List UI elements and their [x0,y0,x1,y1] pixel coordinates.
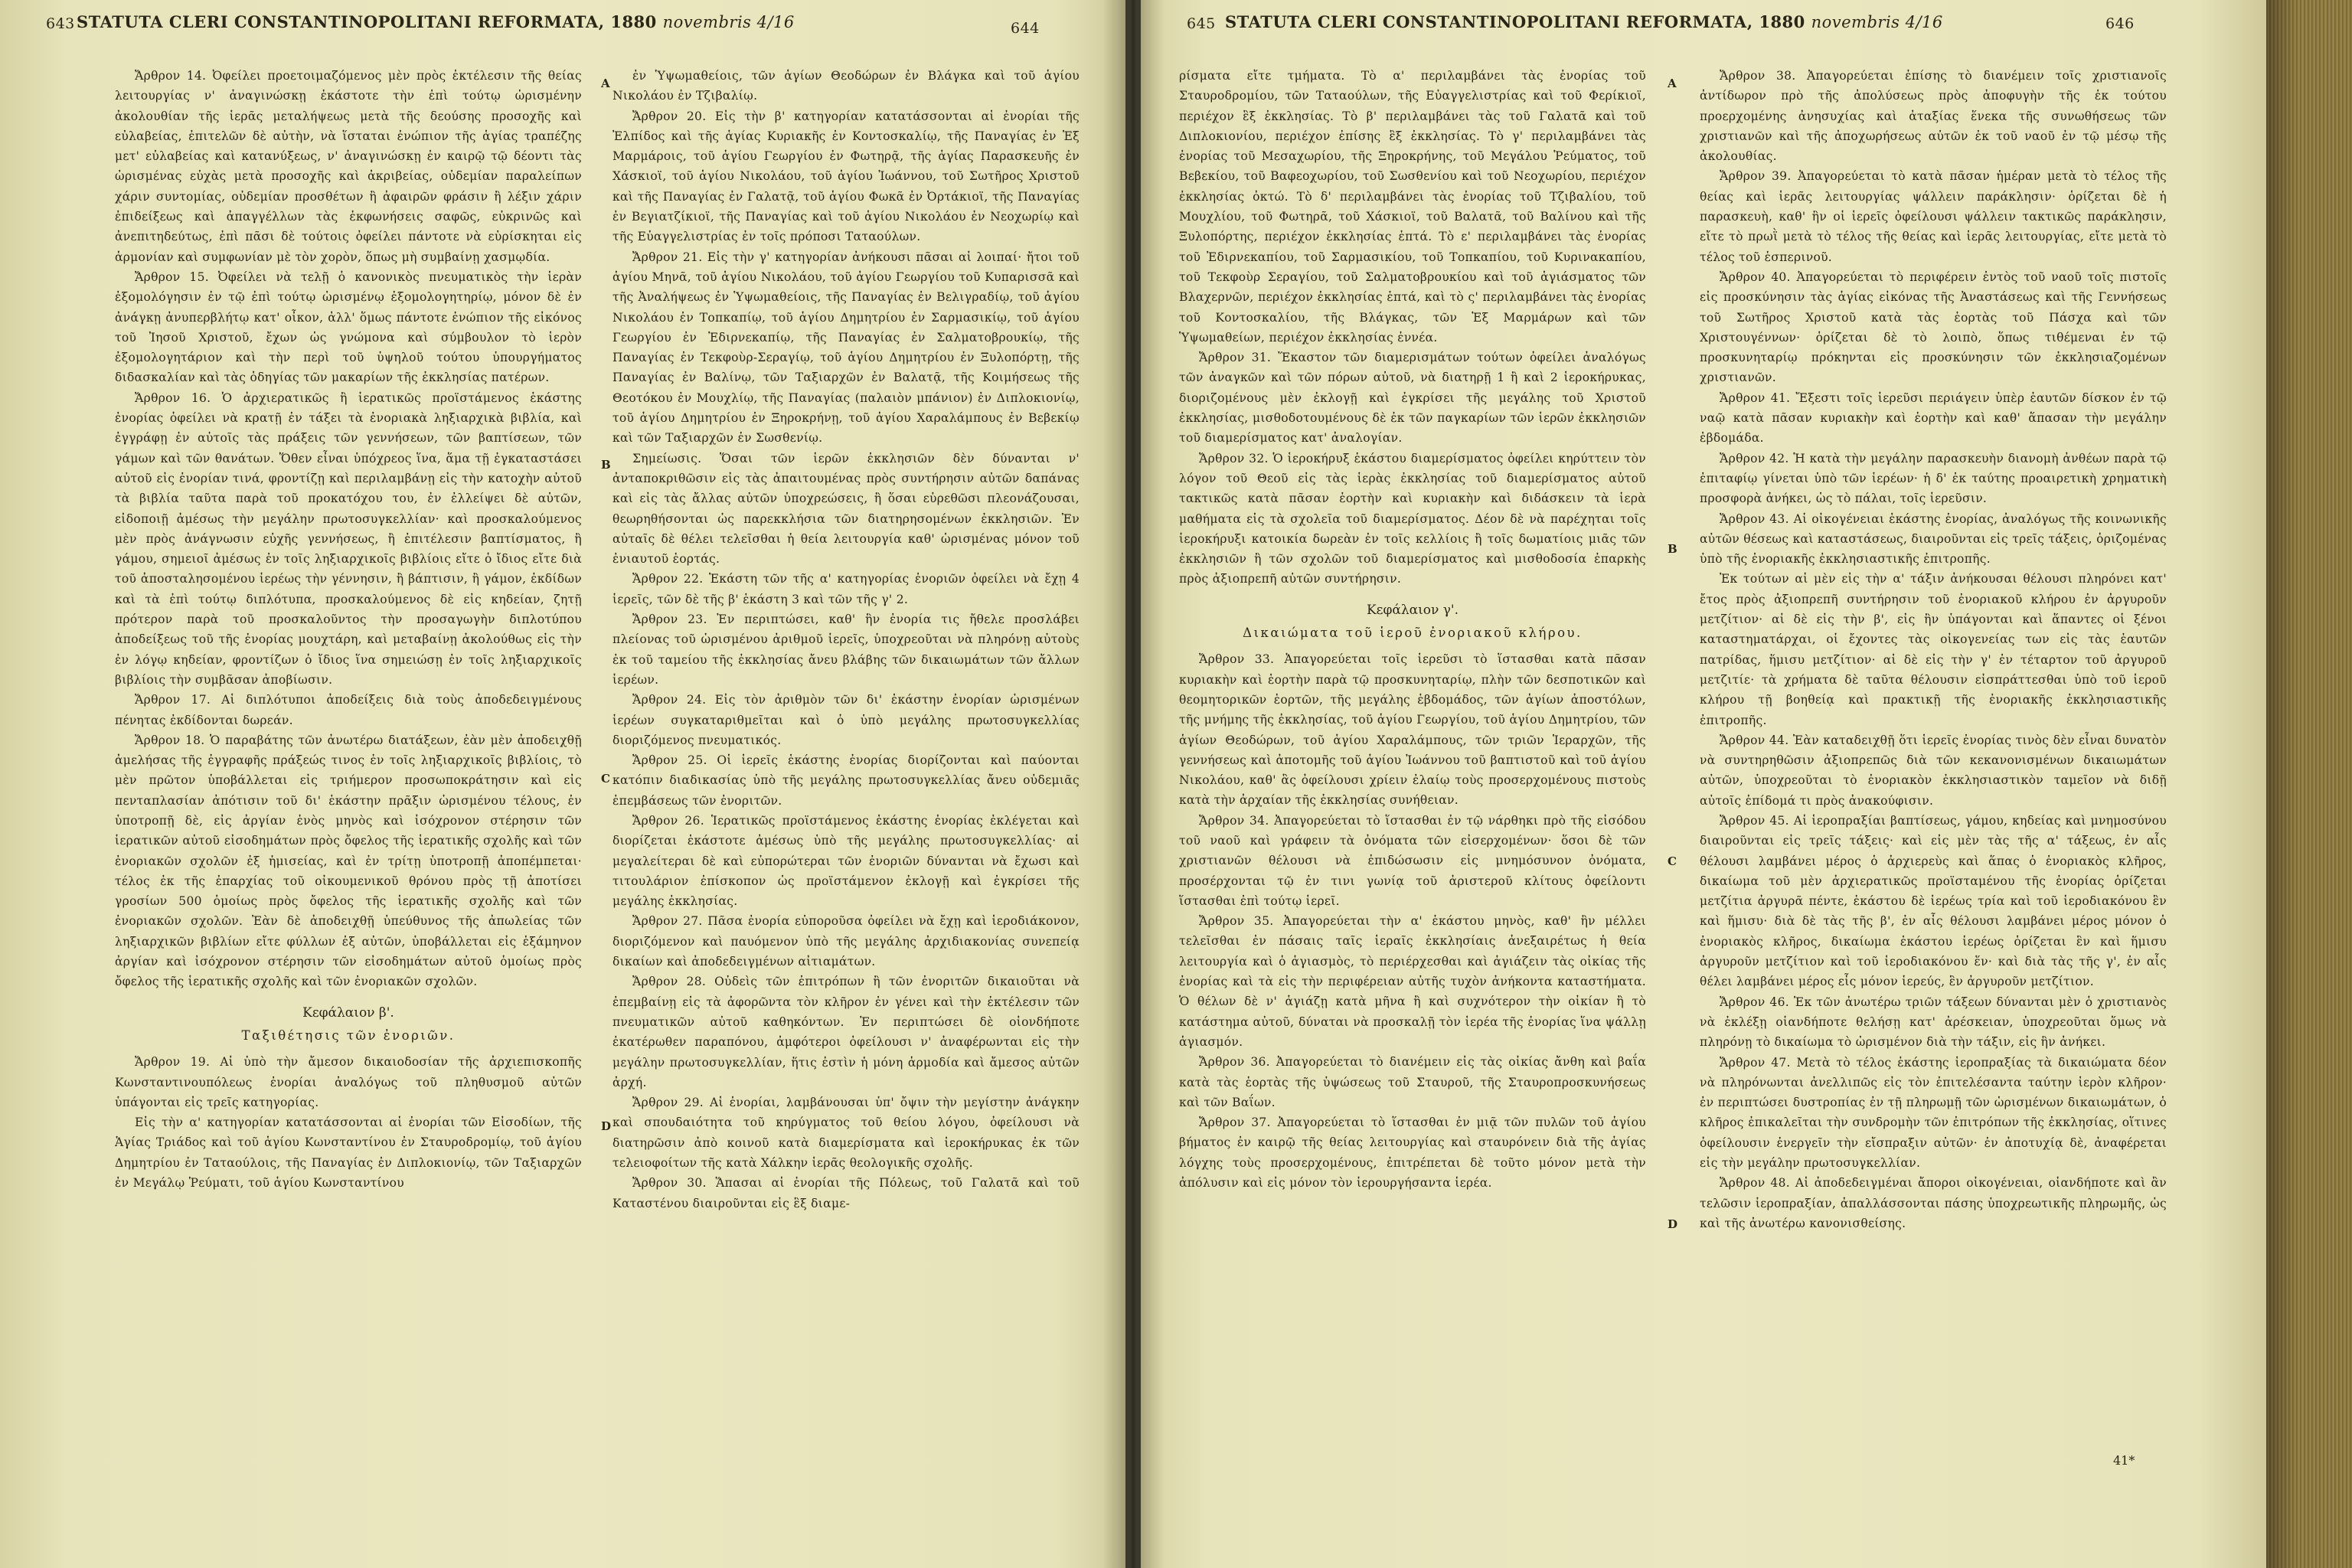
signature-mark: 41* [2113,1453,2135,1468]
chapter-subheading: Ταξιθέτησις τῶν ἐνοριῶν. [241,1027,456,1043]
article-paragraph: Ἄρθρον 47. Μετὰ τὸ τέλος ἑκάστης ἱεροπραξίας τὰ δικαιώματα δέον νὰ πληρόνωνται ἀνελλιπῶς εἰς τὸν ἐπιτελέσαντα ταύτην ἱερὸν κλῆρον· ἐν περιπτώσει δυστροπίας ἐν τῇ πληρωμῇ τῶν ὡρισμένων δικαιωμάτων, ὁ κλῆρος ἐπικαλεῖται τὴν συνδρομὴν τῶν ἐπιτρόπων τῆς ἐκκλησίας, οἵτινες ὀφείλουσιν ἐνεργεῖν τὴν εἴσπραξιν αὐτῶν· ἐν ἀποτυχίᾳ δὲ, ἀναφέρεται εἰς τὴν μεγάλην πρωτοσυγκελλίαν. [1700,1055,2167,1171]
article-paragraph: Ἄρθρον 33. Ἀπαγορεύεται τοῖς ἱερεῦσι τὸ ἵστασθαι κατὰ πᾶσαν κυριακὴν καὶ ἑορτὴν παρὰ τῷ προσκυνηταρίῳ, πλὴν τῶν δεσποτικῶν καὶ θεομητορικῶν ἑορτῶν, τῆς μεγάλης ἑβδομάδος, τῶν ἁγίων ἀποστόλων, τῆς μνήμης τῆς ἐκκλησίας, τοῦ ἁγίου Γεωργίου, τοῦ ἁγίου Δημητρίου, τῶν ἁγίων Θεοδώρων, τοῦ ἁγίου Χαραλάμπους, τῶν τριῶν Ἱεραρχῶν, τῆς γεννήσεως καὶ ἀποτομῆς τοῦ ἁγίου Ἰωάννου τοῦ βαπτιστοῦ καὶ τοῦ ἁγίου Νικολάου, καθ' ἃς ὀφείλουσι χρίειν ἐλαίῳ τοὺς προσερχομένους πιστοὺς κατὰ τὴν ἀρχαίαν τῆς ἐκκλησίας συνήθειαν. [1179,652,1646,808]
article-paragraph: Ἄρθρον 21. Εἰς τὴν γ' κατηγορίαν ἀνήκουσι πᾶσαι αἱ λοιπαί· ἤτοι τοῦ ἁγίου Μηνᾶ, τοῦ ἁγίου Νικολάου, τοῦ ἁγίου Γεωργίου τοῦ Κυπαρισσᾶ καὶ τῆς Ἀναλήψεως ἐν Ὑψωμαθείοις, τῆς Παναγίας ἐν Βελιγραδίῳ, τοῦ ἁγίου Νικολάου ἐν Τοπκαπίῳ, τοῦ ἁγίου Δημητρίου ἐν Σαρμασικίῳ, τοῦ ἁγίου Γεωργίου ἐν Ἐδιρνεκαπίῳ, τῆς Παναγίας ἐν Σαλματοβρουκίῳ, τῆς Παναγίας ἐν Τεκφοὺρ-Σεραγίῳ, τοῦ ἁγίου Δημητρίου ἐν Ξυλοπόρτῃ, τῆς Παναγίας ἐν Βαλίνῳ, τῶν Ταξιαρχῶν ἐν Βαλατᾷ, τῆς Κοιμήσεως τῆς Θεοτόκου ἐν Μουχλίῳ, τῆς Παναγίας (παλαιὸν μπάνιον) ἐν Διπλοκιονίῳ, τοῦ ἁγίου Δημητρίου ἐν Ξηροκρήνῃ, τοῦ ἁγίου Χαραλάμπους ἐν Βεβεκίῳ καὶ τῶν Ταξιαρχῶν ἐν Σωσθενίῳ. [612,250,1080,446]
margin-marker: B [1668,542,1677,556]
article-paragraph: Ἄρθρον 20. Εἰς τὴν β' κατηγορίαν κατατάσσονται αἱ ἐνορίαι τῆς Ἐλπίδος καὶ τῆς ἁγίας Κυριακῆς ἐν Κοντοσκαλίῳ, τῆς Παναγίας ἐν Ἑξ Μαρμάροις, τοῦ ἁγίου Γεωργίου ἐν Φωτηρᾷ, τῆς ἁγίας Παρασκευῆς ἐν Χάσκιοϊ, τοῦ ἁγίου Νικολάου, τοῦ ἁγίου Ἰωάννου, τοῦ Σωτῆρος Χριστοῦ καὶ τῆς Παναγίας ἐν Γαλατᾷ, τοῦ ἁγίου Φωκᾶ ἐν Ὀρτάκιοϊ, τῆς Παναγίας ἐν Βεγιατζίκιοϊ, τῆς Παναγίας καὶ τοῦ ἁγίου Νικολάου ἐν Νεοχωρίῳ καὶ τῆς Εὐαγγελιστρίας ἐν τοῖς πρόποσι Ταταούλων. [612,109,1080,244]
article-paragraph: Ἐκ τούτων αἱ μὲν εἰς τὴν α' τάξιν ἀνήκουσαι θέλουσι πληρόνει κατ' ἔτος πρὸς ἀξιοπρεπῆ συντήρησιν τοῦ ἐνοριακοῦ κλήρου ἐν ἀργυροῦν μετζίτιον· αἱ δὲ εἰς τὴν β', εἰς ἣν ὑπάγονται καὶ ἅπαντες οἱ ξένοι καταστηματάρχαι, οἱ ἔχοντες τὰς οἰκογενείας των εἰς τὰς ἑαυτῶν πατρίδας, ἥμισυ μετζίτιον· αἱ δὲ εἰς τὴν γ' ἐν τέταρτον τοῦ ἀργυροῦ μετζιτίε· τὰ χρήματα δὲ ταῦτα θέλουσιν εἰσπράττεσθαι ὑπὸ τοῦ ἱεροῦ κλήρου τῇ βοηθείᾳ καὶ πρακτικῇ τῆς ἐνοριακῆς ἐκκλησιαστικῆς ἐπιτροπῆς. [1700,572,2167,727]
text-column-left [1179,66,1646,1536]
page-number: 646 [2105,15,2135,32]
article-paragraph: Ἄρθρον 35. Ἀπαγορεύεται τὴν α' ἑκάστου μηνὸς, καθ' ἣν μέλλει τελεῖσθαι ἐν πάσαις ταῖς ἱεραῖς ἐκκλησίαις ἀνεξαιρέτως ἡ θεία λειτουργία καὶ ὁ ἁγιασμὸς, τὸ περιέρχεσθαι καὶ ἁγιάζειν τὰς οἰκίας τῆς ἐνορίας καὶ τὰ εἰς τὴν περιφέρειαν αὐτῆς τυχὸν ἀνήκοντα καταστήματα. Ὁ θέλων δὲ ν' ἁγιάζῃ κατὰ μῆνα ἢ καὶ συχνότερον τὴν οἰκίαν ἢ τὸ κατάστημα αὐτοῦ, δύναται νὰ προσκαλῇ τὸν ἱερέα τῆς ἐνορίας ἵνα ψάλλῃ ἁγιασμόν. [1179,914,1646,1049]
article-paragraph: Ἄρθρον 16. Ὁ ἀρχιερατικῶς ἢ ἱερατικῶς προϊστάμενος ἑκάστης ἐνορίας ὀφείλει νὰ κρατῇ ἐν τάξει τὰ ἐνοριακὰ ληξιαρχικὰ βιβλία, καὶ ἐγγράφῃ ἐν αὐτοῖς τὰς πράξεις τῶν γεννήσεων, τῶν βαπτίσεων, τῶν γάμων καὶ τῶν θανάτων. Ὅθεν εἶναι ὑπόχρεος ἵνα, ἅμα τῇ ἐγκαταστάσει αὐτοῦ εἰς ἐνορίαν τινά, φροντίζῃ καὶ περιλαμβάνῃ εἰς τὴν κατοχὴν αὐτοῦ τὰ βιβλία ταῦτα παρὰ τοῦ προκατόχου του, ἐν ἐλλείψει δὲ αὐτῶν, εἰδοποιῇ ἀμέσως τὴν μεγάλην πρωτοσυγκελλίαν· καὶ προσκαλούμενος μὲν πρὸς ἀνάγνωσιν εὐχῆς γεννήσεως, ἢ ἐπιτέλεσιν βαπτίσματος, ἢ γάμου, σημειοῖ ἀμέσως ἐν τοῖς ληξιαρχικοῖς βιβλίοις εἴτε ὁ ἴδιος εἴτε διὰ τοῦ ἀποσταλησομένου ἱερέως τὴν γέννησιν, ἢ βάπτισιν, ἢ γάμον, ἐκδίδων καὶ τὰ ἐπὶ τούτῳ διπλότυπα, προσκαλούμενος δὲ εἰς κηδείαν, ζητῇ πρότερον παρὰ τοῦ προσκαλοῦντος τὴν προσαγωγὴν διπλοτύπου ἀποδείξεως τοῦ τῆς ἐνορίας μουχτάρη, καὶ μεταβαίνῃ ἀκολούθως εἰς τὴν ἐν λόγῳ κηδείαν, φροντίζων ὁ ἴδιος ἵνα σημειώσῃ ἐν τοῖς ληξιαρχικοῖς βιβλίοις τὴν συμβᾶσαν ἀποβίωσιν. [115,390,582,687]
article-paragraph: Ἄρθρον 26. Ἱερατικῶς προϊστάμενος ἑκάστης ἐνορίας ἐκλέγεται καὶ διορίζεται ἑκάστοτε ἀμέσως ὑπὸ τῆς μεγάλης πρωτοσυγκελλίας· αἱ μεγαλείτεραι δὲ καὶ εὐπορώτεραι τῶν ἐνοριῶν δύνανται νὰ ἔχωσι καὶ τιτουλάριον ἐπίσκοπον ὡς προϊστάμενον ἐκλογῇ καὶ ἐγκρίσει τῆς μεγάλης ἐκκλησίας. [612,813,1080,909]
page-number: 643 [46,15,75,32]
text-column-left [115,66,582,1536]
chapter-heading: Κεφάλαιον β'. [302,1004,394,1021]
margin-marker: A [601,77,610,90]
margin-marker: A [1668,77,1677,90]
article-paragraph: Σημείωσις. Ὅσαι τῶν ἱερῶν ἐκκλησιῶν δὲν δύνανται ν' ἀνταποκριθῶσιν εἰς τὰς ἀπαιτουμένας πρὸς συντήρησιν αὐτῶν δαπάνας καὶ εἰς τὰς ἄλλας αὐτῶν ὑποχρεώσεις, ἢ ὅσαι εὑρεθῶσι πλεονάζουσαι, θεωρηθήσονται ὡς παρεκκλήσια τῶν διατηρησομένων ἐκκλησιῶν. Ἐν αὐταῖς δὲ θέλει τελεῖσθαι ἡ θεία λειτουργία καθ' ὡρισμένας μόνον τοῦ ἐνιαυτοῦ ἑορτάς. [612,451,1080,567]
chapter-heading: Κεφάλαιον γ'. [1366,602,1459,618]
text-column-right [612,66,1080,1536]
article-paragraph: Ἄρθρον 43. Αἱ οἰκογένειαι ἑκάστης ἐνορίας, ἀναλόγως τῆς κοινωνικῆς αὐτῶν θέσεως καὶ καταστάσεως, διαιροῦνται εἰς τρεῖς τάξεις, ὁριζομένας ὑπὸ τῆς ἐνοριακῆς ἐκκλησιαστικῆς ἐπιτροπῆς. [1700,511,2167,567]
article-paragraph: ρίσματα εἴτε τμήματα. Τὸ α' περιλαμβάνει τὰς ἐνορίας τοῦ Σταυροδρομίου, τῶν Ταταούλων, τῆς Εὐαγγελιστρίας καὶ τοῦ Φερίκιοϊ, περιέχον ἓξ ἐκκλησίας. Τὸ β' περιλαμβάνει τὰς τοῦ Γαλατᾶ καὶ τοῦ Διπλοκιονίου, περιέχον ἐπίσης ἓξ ἐκκλησίας. Τὸ γ' περιλαμβάνει τὰς ἐνορίας τοῦ Μεσαχωρίου, τῆς Ξηροκρήνης, τοῦ Μεγάλου Ῥεύματος, τοῦ Βεβεκίου, τοῦ Βαφεοχωρίου, τοῦ Σωσθενίου καὶ τοῦ Νεοχωρίου, περιέχον ἐκκλησίας ὀκτώ. Τὸ δ' περιλαμβάνει τὰς ἐνορίας τοῦ Τζιβαλίου, τοῦ Μουχλίου, τοῦ Φωτηρᾶ, τοῦ Χάσκιοϊ, τοῦ Βαλατᾶ, τοῦ Βαλίνου καὶ τῆς Ξυλοπόρτης, περιέχον ἐκκλησίας ἑπτά. Τὸ ε' περιλαμβάνει τὰς ἐνορίας τοῦ Ἐδιρνεκαπίου, τοῦ Σαρμασικίου, τοῦ Τοπκαπίου, τοῦ Κυρινακαπίου, τοῦ Τεκφοὺρ Σεραγίου, τοῦ Σαλματοβρουκίου καὶ τοῦ ἁγιάσματος τῶν Βλαχερνῶν, περιέχον ἐκκλησίας ἑπτά, καὶ τὸ ς' περιλαμβάνει τὰς ἐνορίας τοῦ Κοντοσκαλίου, τῆς Βλάγκας, τῶν Ἑξ Μαρμάρων καὶ τῶν Ὑψωμαθείων, περιέχον ἐκκλησίας ἐννέα. [1179,69,1646,345]
article-paragraph: Ἄρθρον 36. Ἀπαγορεύεται τὸ διανέμειν εἰς τὰς οἰκίας ἄνθη καὶ βαΐα κατὰ τὰς ἑορτὰς τῆς ὑψώσεως τοῦ Σταυροῦ, τῆς Σταυροπροσκυνήσεως καὶ τῶν Βαΐων. [1179,1055,1646,1109]
text-column-right [1700,66,2167,1536]
article-paragraph: Ἄρθρον 38. Ἀπαγορεύεται ἐπίσης τὸ διανέμειν τοῖς χριστιανοῖς ἀντίδωρον πρὸ τῆς ἀπολύσεως πρὸς ἀποφυγὴν τῆς ἐκ τούτου προερχομένης ἀνησυχίας καὶ ἀταξίας ἕνεκα τῆς συνωθήσεως τῶν χριστιανῶν καὶ τῆς ἀποχωρήσεως αὐτῶν ἐκ τοῦ ναοῦ ἐν τῷ μέσῳ τῆς ἀκολουθίας. [1700,69,2167,164]
page-edges [2266,0,2352,1568]
chapter-subheading: Δικαιώματα τοῦ ἱεροῦ ἐνοριακοῦ κλήρου. [1243,626,1583,641]
running-title [1225,12,1943,31]
article-paragraph: Ἄρθρον 40. Ἀπαγορεύεται τὸ περιφέρειν ἐντὸς τοῦ ναοῦ τοῖς πιστοῖς εἰς προσκύνησιν τὰς ἁγίας εἰκόνας τῆς Ἀναστάσεως καὶ τῆς Γεννήσεως τοῦ Σωτῆρος Χριστοῦ κατὰ τὰς ἑορτὰς τοῦ Πάσχα καὶ τῶν Χριστουγέννων· ὁρίζεται δὲ τὸ λοιπὸ, ὅπως τιθέμεναι ἐν τῷ προσκυνηταρίῳ πρόκηνται εἰς προσκύνησιν τῶν ἐκκλησιαζομένων χριστιανῶν. [1700,270,2167,385]
left-page [0,0,1125,1568]
article-paragraph: Ἄρθρον 39. Ἀπαγορεύεται τὸ κατὰ πᾶσαν ἡμέραν μετὰ τὸ τέλος τῆς θείας καὶ ἱερᾶς λειτουργίας ψάλλειν παράκλησιν· ὁρίζεται δὲ ἡ παρασκευὴ, καθ' ἣν οἱ ἱερεῖς ὀφείλουσι ψάλλειν τακτικῶς παράκλησιν, εἴτε τὸ πρωῒ μετὰ τὸ τέλος τῆς θείας καὶ ἱερᾶς λειτουργίας, εἴτε μετὰ τὸ τέλος τοῦ ἑσπερινοῦ. [1700,169,2167,264]
article-paragraph: Ἄρθρον 22. Ἑκάστη τῶν τῆς α' κατηγορίας ἐνοριῶν ὀφείλει νὰ ἔχῃ 4 ἱερεῖς, τῶν δὲ τῆς β' ἑκάστη 3 καὶ τῶν τῆς γ' 2. [612,572,1080,606]
article-paragraph: Ἄρθρον 42. Ἡ κατὰ τὴν μεγάλην παρασκευὴν διανομὴ ἀνθέων παρὰ τῷ ἐπιταφίῳ γίνεται ὑπὸ τῶν ἱερέων· ἡ δ' ἐκ ταύτης προαιρετικὴ χρηματικὴ προσφορὰ ἀνήκει, ὡς τὸ πάλαι, τοῖς ἱερεῦσιν. [1700,451,2167,506]
running-date: novembris 4/16 [662,13,795,31]
running-header [46,5,1080,43]
margin-marker: D [1668,1217,1678,1231]
running-header [1187,5,2220,43]
article-paragraph: Ἄρθρον 15. Ὀφείλει νὰ τελῇ ὁ κανονικὸς πνευματικὸς τὴν ἱερὰν ἐξομολόγησιν ἐν τῷ ἐπὶ τούτῳ ὡρισμένῳ ἐξομολογητηρίῳ, μόνον δὲ ἐν ἀνάγκῃ ἀνυπερβλήτῳ κατ' οἶκον, ἀλλ' ὅμως πάντοτε ἐνώπιον τῆς εἰκόνος τοῦ Ἰησοῦ Χριστοῦ, ἔχων ὡς γνώμονα καὶ σύμβουλον τὸ ἱερὸν ἐξομολογητάριον καὶ τὴν περὶ τοῦ ὑψηλοῦ τούτου ὑπουργήματος διδασκαλίαν καὶ τὰς ὁδηγίας τῶν μακαρίων τῆς ἐκκλησίας πατέρων. [115,270,582,385]
article-paragraph: Ἄρθρον 24. Εἰς τὸν ἀριθμὸν τῶν δι' ἑκάστην ἐνορίαν ὡρισμένων ἱερέων συγκαταριθμεῖται καὶ ὁ ὑπὸ μεγάλης πρωτοσυγκελλίας διοριζόμενος πνευματικός. [612,693,1080,747]
article-paragraph: Ἄρθρον 28. Οὐδεὶς τῶν ἐπιτρόπων ἢ τῶν ἐνοριτῶν δικαιοῦται νὰ ἐπεμβαίνῃ εἰς τὰ ἀφορῶντα τὸν κλῆρον ἐν γένει καὶ τὴν ἐκτέλεσιν τῶν πνευματικῶν αὐτοῦ καθηκόντων. Ἐν περιπτώσει δὲ οἱονδήποτε ἐκατέρωθεν παραπόνου, ἀμφότεροι ὀφείλουσι ν' ἀναφέρωνται εἰς τὴν μεγάλην πρωτοσυγκελλίαν, ἥτις ἐστὶν ἡ μόνη ἁρμοδία καὶ ἄμεσος αὐτῶν ἀρχή. [612,975,1080,1089]
article-paragraph: Ἄρθρον 30. Ἅπασαι αἱ ἐνορίαι τῆς Πόλεως, τοῦ Γαλατᾶ καὶ τοῦ Καταστένου διαιροῦνται εἰς ἓξ διαμε- [612,1176,1080,1210]
article-paragraph: Ἄρθρον 46. Ἐκ τῶν ἀνωτέρω τριῶν τάξεων δύνανται μὲν ὁ χριστιανὸς νὰ ἐκλέξῃ οἱανδήποτε θελήσῃ κατ' ἀρέσκειαν, ὑποχρεοῦται ὅμως νὰ πληρόνῃ τὸ δικαίωμα τὸ ὡρισμένον διὰ τὴν τάξιν, εἰς ἣν ἀνήκει. [1700,995,2167,1050]
article-paragraph: Ἄρθρον 14. Ὀφείλει προετοιμαζόμενος μὲν πρὸς ἐκτέλεσιν τῆς θείας λειτουργίας ν' ἀναγινώσκῃ ἑκάστοτε τὴν ἐπὶ τούτῳ ὡρισμένην ἀκολουθίαν τῆς ἱερᾶς μεταλήψεως μετὰ τῆς δεούσης προσοχῆς καὶ εὐλαβείας, ἐπιτελῶν δὲ αὐτὴν, νὰ ἵσταται ἐνώπιον τῆς ἁγίας τραπέζης μετ' εὐλαβείας καὶ κατανύξεως, ν' ἀναγινώσκῃ ἐν καιρῷ τῷ δέοντι τὰς ὡρισμένας εὐχὰς μετὰ προσοχῆς καὶ ἀκριβείας, οὐδεμίαν παραλείπων χάριν συντομίας, οὐδεμίαν προσθέτων ἢ ἀφαιρῶν φράσιν ἢ λέξιν χάριν ἐπιδείξεως καὶ ἀπαγγέλλων τὰς ἐκφωνήσεις σαφῶς, εὐκρινῶς καὶ ἀνεπιτηδεύτως, ἐπὶ πᾶσι δὲ τούτοις ὀφείλει πάντοτε νὰ εὑρίσκηται εἰς ἁρμονίαν καὶ συμφωνίαν μὲ τὸν χορὸν, ὅπως μὴ συμβαίνῃ χασμῳδία. [115,69,582,264]
article-paragraph: Ἄρθρον 31. Ἕκαστον τῶν διαμερισμάτων τούτων ὀφείλει ἀναλόγως τῶν ἀναγκῶν καὶ τῶν πόρων αὐτοῦ, νὰ διατηρῇ 1 ἢ καὶ 2 ἱεροκήρυκας, διοριζομένους μὲν ἐκλογῇ καὶ ἐγκρίσει τῆς μεγάλης τοῦ Χριστοῦ ἐκκλησίας, μισθοδοτουμένους δὲ ἐκ τῶν παγκαρίων τῶν ἱερῶν ἐκκλησιῶν τοῦ διαμερίσματος κατ' ἀναλογίαν. [1179,351,1646,446]
article-paragraph: Ἄρθρον 45. Αἱ ἱεροπραξίαι βαπτίσεως, γάμου, κηδείας καὶ μνημοσύνου διαιροῦνται εἰς τρεῖς τάξεις· καὶ εἰς μὲν τὰς τῆς α' τάξεως, ἐν αἷς θέλουσι λαμβάνει μέρος ὁ ἀρχιερεὺς καὶ ἅπας ὁ ἐνοριακὸς κλῆρος, δικαίωμα τοῦ μὲν ἀρχιερατικῶς προϊσταμένου τῆς ἐνορίας ὁρίζεται μετζίτια ἀργυρᾶ πέντε, ἑκάστου δὲ ἱερέως τρία καὶ τοῦ ἱεροδιακόνου ἓν καὶ ἥμισυ· διὰ δὲ τὰς τῆς β', ἐν αἷς θέλουσι λαμβάνει μέρος μόνον ὁ ἐνοριακὸς κλῆρος, δικαίωμα ἑκάστου ἱερέως ὁρίζεται ἓν καὶ ἥμισυ ἀργυροῦν μετζίτιον καὶ τοῦ ἱεροδιακόνου ἕν· καὶ διὰ τὰς τῆς γ', ἐν αἷς θέλει λαμβάνει μέρος εἷς μόνον ἱερεύς, ἓν ἀργυροῦν μετζίτιον. [1700,813,2167,989]
article-paragraph: Ἄρθρον 23. Ἐν περιπτώσει, καθ' ἣν ἐνορία τις ἤθελε προσλάβει πλείονας τοῦ ὡρισμένου ἀριθμοῦ ἱερεῖς, ὑποχρεοῦται νὰ πληρόνῃ αὐτοὺς ἐκ τοῦ ταμείου τῆς ἐκκλησίας ἄνευ βλάβης τῶν δικαιωμάτων τῶν ἄλλων ἱερέων. [612,612,1080,687]
article-paragraph: Ἄρθρον 27. Πᾶσα ἐνορία εὐποροῦσα ὀφείλει νὰ ἔχῃ καὶ ἱεροδιάκονον, διοριζόμενον καὶ παυόμενον ὑπὸ τῆς μεγάλης ἀρχιδιακονίας συνεπείᾳ δικαίων καὶ ἀποδεδειγμένων αἰτιαμάτων. [612,914,1080,969]
article-paragraph: ἐν Ὑψωμαθείοις, τῶν ἁγίων Θεοδώρων ἐν Βλάγκα καὶ τοῦ ἁγίου Νικολάου ἐν Τζιβαλίῳ. [612,69,1080,103]
article-paragraph: Ἄρθρον 32. Ὁ ἱεροκήρυξ ἑκάστου διαμερίσματος ὀφείλει κηρύττειν τὸν λόγον τοῦ Θεοῦ εἰς τὰς ἱερὰς ἐκκλησίας τοῦ διαμερίσματος αὐτοῦ τακτικῶς κατὰ πᾶσαν ἑορτὴν καὶ κυριακὴν καὶ διδάσκειν τὰ ἱερὰ μαθήματα εἰς τὰ σχολεῖα τοῦ διαμερίσματος. Δέον δὲ νὰ παρέχηται τοῖς ἱεροκήρυξι κατοικία δωρεὰν ἐν τοῖς κελλίοις ἢ τοῖς δωματίοις μιᾶς τῶν ἐκκλησιῶν ἢ τῶν σχολῶν τοῦ διαμερίσματος καὶ μισθοδοσία ἐπαρκὴς πρὸς ἀξιοπρεπῆ αὐτῶν συντήρησιν. [1179,451,1646,586]
article-paragraph: Ἄρθρον 44. Ἐὰν καταδειχθῇ ὅτι ἱερεῖς ἐνορίας τινὸς δὲν εἶναι δυνατὸν νὰ συντηρηθῶσιν ἀξιοπρεπῶς διὰ τῶν κεκανονισμένων δικαιωμάτων αὐτῶν, ὑποχρεοῦται τὸ ἐνοριακὸν ἐκκλησιαστικὸν ταμεῖον νὰ διδῇ αὐτοῖς ἐπίδομά τι πρὸς ἀνακούφισιν. [1700,733,2167,808]
right-page [1141,0,2266,1568]
book-gutter [1102,0,1164,1568]
margin-marker: D [601,1119,612,1133]
running-title-text: STATUTA CLERI CONSTANTINOPOLITANI REFORMATA, 1880 [1225,12,1805,31]
margin-marker: C [1668,854,1677,868]
article-paragraph: Ἄρθρον 48. Αἱ ἀποδεδειγμέναι ἄποροι οἰκογένειαι, οἱανδήποτε καὶ ἂν τελῶσιν ἱεροπραξίαν, ἀπαλλάσσονται πάσης ὑποχρεωτικῆς πληρωμῆς, ὡς καὶ τῆς ἀνωτέρω κανονισθείσης. [1700,1176,2167,1230]
running-date: novembris 4/16 [1811,13,1943,31]
margin-marker: B [601,458,611,472]
running-title-text: STATUTA CLERI CONSTANTINOPOLITANI REFORMATA, 1880 [77,12,657,31]
article-paragraph: Ἄρθρον 18. Ὁ παραβάτης τῶν ἀνωτέρω διατάξεων, ἐὰν μὲν ἀποδειχθῇ ἀμελήσας τῆς ἐγγραφῆς πράξεώς τινος ἐν τοῖς ληξιαρχικοῖς βιβλίοις, τὸ μὲν πρῶτον ὑποβάλλεται εἰς τριήμερον προσωποκράτησιν καὶ εἰς πενταπλασίαν ἀπότισιν τοῦ δι' ἑκάστην πρᾶξιν ὡρισμένου τέλους, ἐν ὑποτροπῇ δὲ, εἰς ἀργίαν ἑνὸς μηνὸς καὶ ἰσόχρονον στέρησιν τῶν ἱερατικῶν αὐτοῦ εἰσοδημάτων πρὸς ὄφελος τῆς ἱερατικῆς σχολῆς καὶ τῶν ἐνοριακῶν σχολῶν ἐξ ἡμισείας, καὶ ἐν τρίτῃ ὑποτροπῇ ἀποπέμπεται· τέλος ἐκ τῆς ἐπαρχίας τοῦ οἰκουμενικοῦ θρόνου πρὸς τῇ ἀποτίσει γροσίων 500 ὁμοίως πρὸς ὄφελος τῆς ἱερατικῆς σχολῆς καὶ τῶν ἐνοριακῶν σχολῶν. Ἐὰν δὲ ἀποδειχθῇ ὑπεύθυνος τῆς ἀπωλείας τῶν ληξιαρχικῶν βιβλίων εἴτε φύλλων ἐξ αὐτῶν, ὑποβάλλεται εἰς ἑξάμηνον ἀργίαν καὶ ἰσόχρονον στέρησιν τῶν εἰσοδημάτων αὐτοῦ ὁμοίως πρὸς ὄφελος τῆς ἱερατικῆς σχολῆς καὶ τῶν ἐνοριακῶν σχολῶν. [115,733,582,989]
article-paragraph: Ἄρθρον 19. Αἱ ὑπὸ τὴν ἄμεσον δικαιοδοσίαν τῆς ἀρχιεπισκοπῆς Κωνσταντινουπόλεως ἐνορίαι ἀναλόγως τοῦ πληθυσμοῦ αὐτῶν ὑπάγονται εἰς τρεῖς κατηγορίας. [115,1055,582,1109]
article-paragraph: Ἄρθρον 29. Αἱ ἐνορίαι, λαμβάνουσαι ὑπ' ὄψιν τὴν μεγίστην ἀνάγκην καὶ σπουδαιότητα τοῦ κηρύγματος τοῦ θείου λόγου, ὀφείλουσι νὰ διατηρῶσιν ἀπὸ κοινοῦ κατὰ διαμερίσματα καὶ ἱεροκήρυκας ἐκ τῶν τελειοφοίτων τῆς κατὰ Χάλκην ἱερᾶς θεολογικῆς σχολῆς. [612,1096,1080,1171]
article-paragraph: Ἄρθρον 37. Ἀπαγορεύεται τὸ ἵστασθαι ἐν μιᾷ τῶν πυλῶν τοῦ ἁγίου βήματος ἐν καιρῷ τῆς θείας λειτουργίας καὶ σταυρόνειν διὰ τῆς ἁγίας λόγχης τοὺς προσερχομένους, ἐπιτρέπεται δὲ τοῦτο μόνον μετὰ τὴν ἀπόλυσιν καὶ εἰς μόνον τὸν ἱερουργήσαντα ἱερέα. [1179,1116,1646,1191]
article-paragraph: Ἄρθρον 25. Οἱ ἱερεῖς ἑκάστης ἐνορίας διορίζονται καὶ παύονται κατόπιν διαδικασίας ὑπὸ τῆς μεγάλης πρωτοσυγκελλίας ἄνευ οὐδεμιᾶς ἐπεμβάσεως τῶν ἐνοριτῶν. [612,753,1080,808]
margin-marker: C [601,772,610,786]
page-number: 644 [1011,20,1040,37]
article-paragraph: Ἄρθρον 41. Ἔξεστι τοῖς ἱερεῦσι περιάγειν ὑπὲρ ἑαυτῶν δίσκον ἐν τῷ ναῷ κατὰ πᾶσαν κυριακὴν καὶ ἑορτὴν καὶ καθ' ἅπασαν τὴν μεγάλην ἑβδομάδα. [1700,390,2167,446]
article-paragraph: Ἄρθρον 17. Αἱ διπλότυποι ἀποδείξεις διὰ τοὺς ἀποδεδειγμένους πένητας ἐκδίδονται δωρεάν. [115,693,582,727]
article-paragraph: Εἰς τὴν α' κατηγορίαν κατατάσσονται αἱ ἐνορίαι τῶν Εἰσοδίων, τῆς Ἁγίας Τριάδος καὶ τοῦ ἁγίου Κωνσταντίνου ἐν Σταυροδρομίῳ, τοῦ ἁγίου Δημητρίου ἐν Ταταούλοις, τῆς Παναγίας ἐν Διπλοκιονίῳ, τῶν Ταξιαρχῶν ἐν Μεγάλῳ Ῥεύματι, τοῦ ἁγίου Κωνσταντίνου [115,1116,582,1191]
running-title [77,12,795,31]
page-number: 645 [1187,15,1216,32]
article-paragraph: Ἄρθρον 34. Ἀπαγορεύεται τὸ ἵστασθαι ἐν τῷ νάρθηκι πρὸ τῆς εἰσόδου τοῦ ναοῦ καὶ γράφειν τὰ ὀνόματα τῶν εἰσερχομένων· ὅσοι δὲ τῶν χριστιανῶν θέλουσι νὰ ἐπιδώσωσιν εἰς μνημόσυνον ὀνόματα, προσέρχονται τῷ ἐν τινι γωνίᾳ τοῦ ἀριστεροῦ κλίτους ὀφείλοντι ἵστασθαι ἐπὶ τούτῳ ἱερεῖ. [1179,813,1646,908]
